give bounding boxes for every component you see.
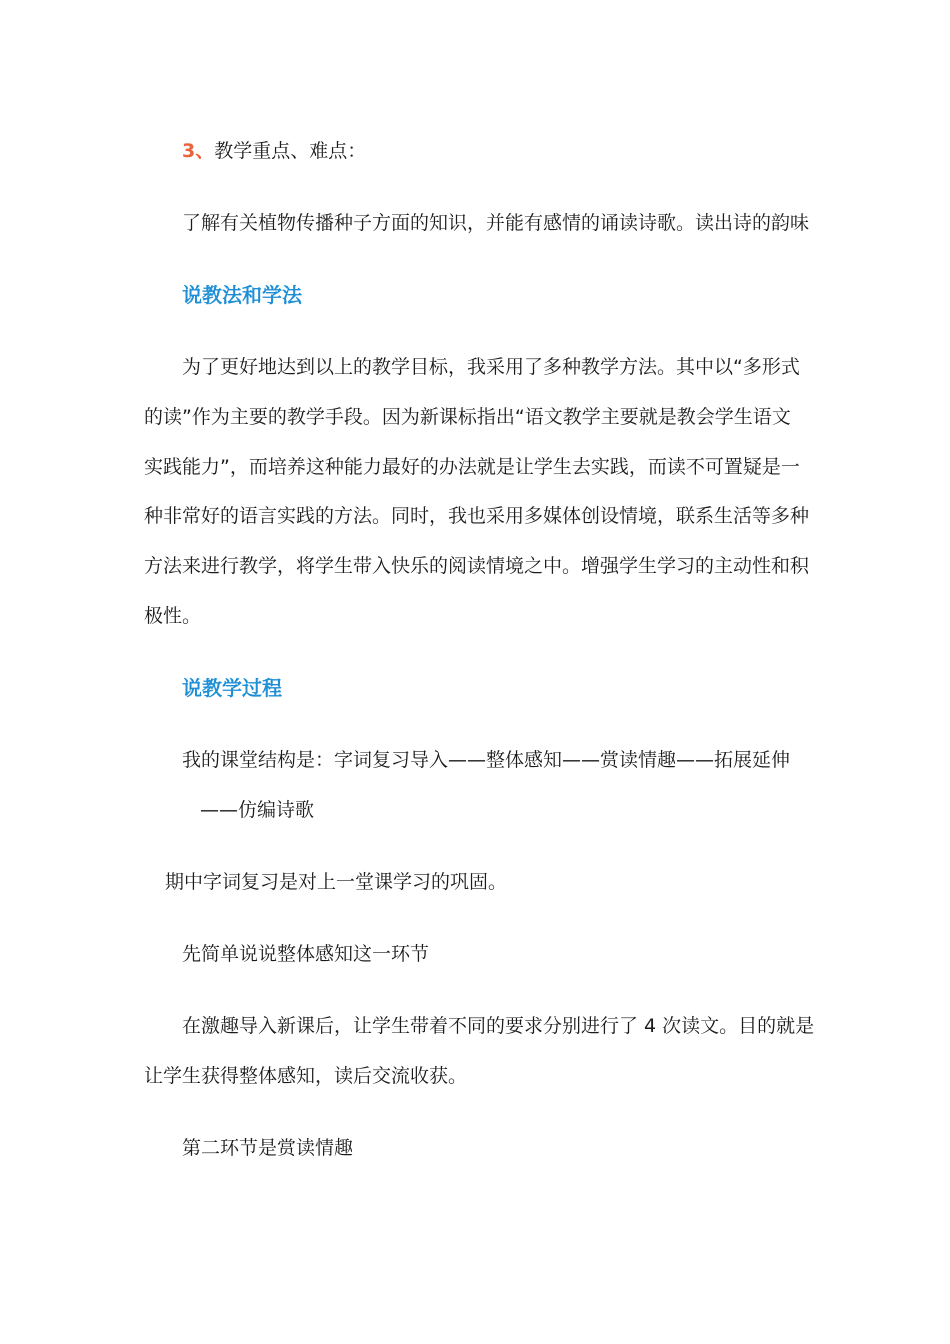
second-step-text: 第二环节是赏读情趣 (182, 1137, 354, 1159)
methods-paragraph-line: 方法来进行教学，将学生带入快乐的阅读情境之中。增强学生学习的主动性和积 (144, 555, 810, 577)
overview-intro: 先简单说说整体感知这一环节 (182, 943, 430, 965)
methods-paragraph-line: 极性。 (144, 605, 202, 627)
methods-paragraph-line: 的读”作为主要的教学手段。因为新课标指出“语文教学主要就是教会学生语文 (144, 406, 791, 428)
section-3-header (182, 138, 366, 164)
overview-paragraph-line: 让学生获得整体感知，读后交流收获。 (144, 1065, 468, 1087)
review-text: 期中字词复习是对上一堂课学习的巩固。 (165, 871, 508, 893)
methods-paragraph-line: 种非常好的语言实践的方法。同时，我也采用多媒体创设情境，联系生活等多种 (144, 505, 810, 527)
key-points-text: 了解有关植物传播种子方面的知识，并能有感情的诵读诗歌。读出诗的韵味 (182, 212, 810, 234)
structure-line-continued: ——仿编诗歌 (200, 799, 315, 821)
overview-paragraph-line: 在激趣导入新课后，让学生带着不同的要求分别进行了 4 次读文。目的就是 (182, 1015, 815, 1037)
process-heading: 说教学过程 (182, 676, 282, 700)
section-title: 教学重点、难点： (214, 140, 367, 162)
methods-paragraph-line: 为了更好地达到以上的教学目标，我采用了多种教学方法。其中以“多形式 (182, 356, 800, 378)
methods-heading: 说教法和学法 (182, 283, 302, 307)
section-number: 3、 (182, 140, 215, 162)
structure-line: 我的课堂结构是：字词复习导入——整体感知——赏读情趣——拓展延伸 (182, 749, 791, 771)
methods-paragraph-line: 实践能力”，而培养这种能力最好的办法就是让学生去实践，而读不可置疑是一 (144, 456, 800, 478)
